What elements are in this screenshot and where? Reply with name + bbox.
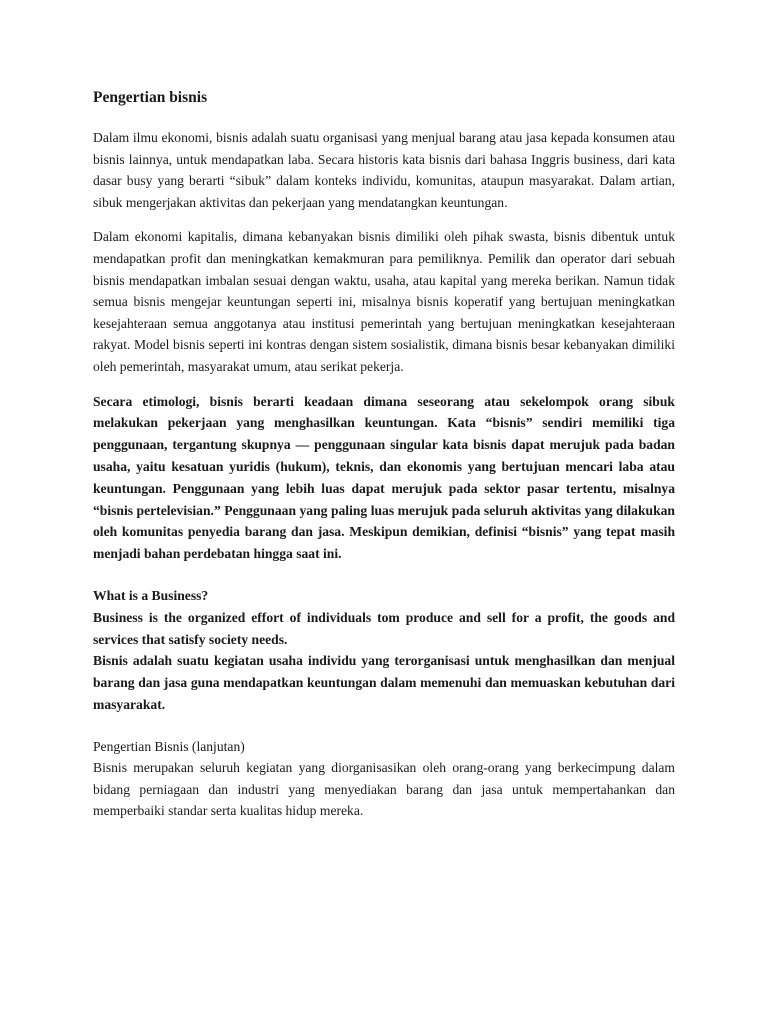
paragraph-etymology: Secara etimologi, bisnis berarti keadaan dimana seseorang atau sekelompok orang sibuk melakukan pekerjaan yang menghasilkan keuntungan. Kata “bisnis” sendiri memiliki tiga penggunaan, tergantung skupnya — penggunaan singular kata bisnis dapat merujuk pada badan usaha, yaitu kesatuan yuridis (hukum), teknis, dan ekonomis yang bertujuan mencari laba atau keuntungan. Penggunaan yang lebih luas dapat merujuk pada sektor pasar tertentu, misalnya “bisnis pertelevisian.” Penggunaan yang paling luas merujuk pada seluruh aktivitas yang dilakukan oleh komunitas penyedia barang dan jasa. Meskipun demikian, definisi “bisnis” yang tepat masih menjadi bahan perdebatan hingga saat ini. xyxy=(93,393,675,562)
continuation-text: Bisnis merupakan seluruh kegiatan yang diorganisasikan oleh orang-orang yang berkecimpung dalam bidang perniagaan dan industri yang menyediakan barang dan jasa untuk mempertahankan dan memperbaiki standar serta kualitas hidup mereka. xyxy=(93,760,675,819)
business-definition-section xyxy=(93,585,675,716)
page-title: Pengertian bisnis xyxy=(93,89,208,106)
indonesian-definition: Bisnis adalah suatu kegiatan usaha individu yang terorganisasi untuk menghasilkan dan menjual barang dan jasa guna mendapatkan keuntungan dalam memenuhi dan memuaskan kebutuhan dari masyarakat. xyxy=(93,653,675,712)
continuation-section xyxy=(93,736,675,822)
continuation-heading: Pengertian Bisnis (lanjutan) xyxy=(93,738,245,754)
business-question: What is a Business? xyxy=(93,587,209,603)
paragraph-capitalist-economy: Dalam ekonomi kapitalis, dimana kebanyakan bisnis dimiliki oleh pihak swasta, bisnis dibentuk untuk mendapatkan profit dan meningkatkan kemakmuran para pemiliknya. Pemilik dan operator dari sebuah bisnis mendapatkan imbalan sesuai dengan waktu, usaha, atau kapital yang mereka berikan. Namun tidak semua bisnis mengejar keuntungan seperti ini, misalnya bisnis koperatif yang bertujuan meningkatkan kesejahteraan semua anggotanya atau institusi pemerintah yang bertujuan meningkatkan kesejahteraan rakyat. Model bisnis seperti ini kontras dengan sistem sosialistik, dimana bisnis besar kebanyakan dimiliki oleh pemerintah, masyarakat umum, atau serikat pekerja. xyxy=(93,229,675,374)
document-page xyxy=(93,88,675,822)
paragraph-definition: Dalam ilmu ekonomi, bisnis adalah suatu organisasi yang menjual barang atau jasa kepada konsumen atau bisnis lainnya, untuk mendapatkan laba. Secara historis kata bisnis dari bahasa Inggris business, dari kata dasar busy yang berarti “sibuk” dalam konteks individu, komunitas, ataupun masyarakat. Dalam artian, sibuk mengerjakan aktivitas dan pekerjaan yang mendatangkan keuntungan. xyxy=(93,130,675,210)
english-definition: Business is the organized effort of individuals tom produce and sell for a profit, the goods and services that satisfy society needs. xyxy=(93,609,675,647)
